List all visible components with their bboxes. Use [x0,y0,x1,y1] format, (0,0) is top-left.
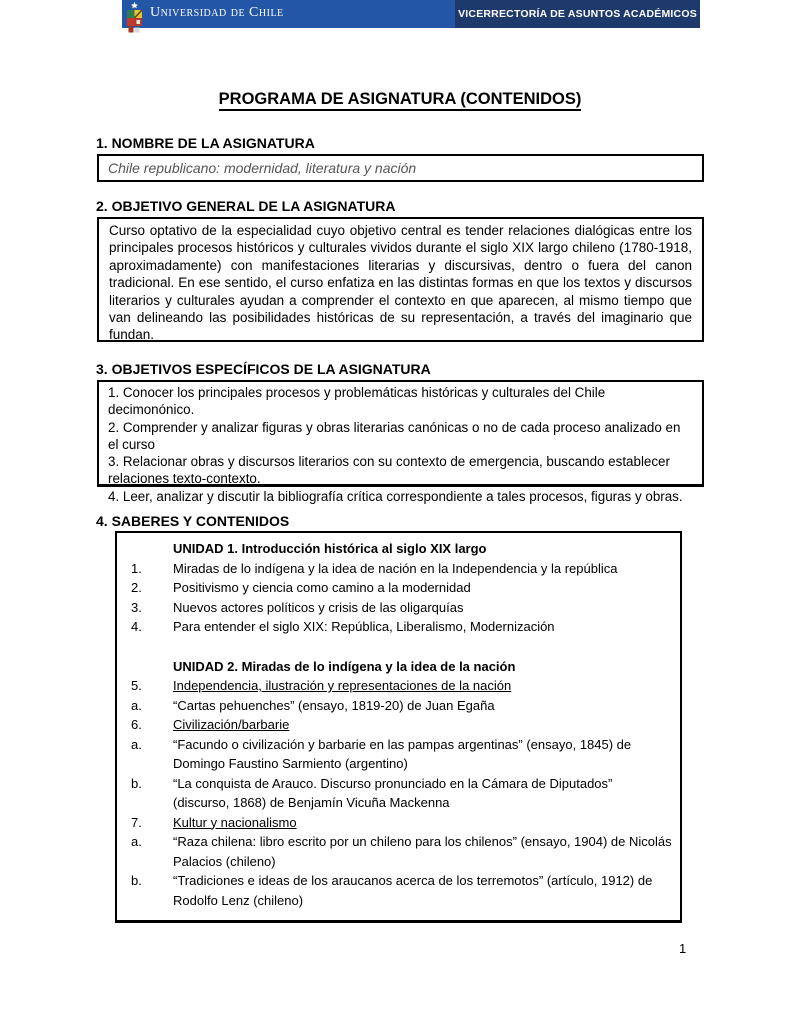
page-number: 1 [679,941,687,956]
page-title: PROGRAMA DE ASIGNATURA (CONTENIDOS) [96,90,704,109]
row-marker: 5. [131,678,142,693]
course-name-box [97,154,704,182]
content-row [131,578,672,598]
row-text: “Cartas pehuenches” (ensayo, 1819-20) de Juan Egaña [173,697,495,713]
content-row [131,813,672,833]
row-text [173,637,672,657]
header-bar [122,0,700,28]
section-heading-objetivo-general: 2. OBJETIVO GENERAL DE LA ASIGNATURA [96,198,396,214]
row-text: “La conquista de Arauco. Discurso pronunciado en la Cámara de Diputados” (discurso, 1868) de Benjamín Vicuña Mackenna [173,775,613,810]
course-name: Chile republicano: modernidad, literatura y nación [108,160,417,176]
content-row [131,539,672,559]
content-row [131,774,672,813]
row-text: “Raza chilena: libro escrito por un chileno para los chilenos” (ensayo, 1904) de Nicolás Palacios (chileno) [173,834,672,869]
row-marker [131,539,173,559]
row-text: Kultur y nacionalismo [173,814,297,830]
row-text: Independencia, ilustración y representaciones de la nación [173,678,512,693]
row-marker: 7. [131,814,142,830]
section-heading-nombre: 1. NOMBRE DE LA ASIGNATURA [96,135,315,151]
row-text: UNIDAD 1. Introducción histórica al siglo XIX largo [173,541,487,556]
content-row [131,559,672,579]
university-name: Universidad de Chile [150,5,284,20]
content-row [131,676,672,696]
row-marker: 1. [131,560,142,576]
row-text: Miradas de lo indígena y la idea de nación en la Independencia y la república [173,560,618,576]
row-marker: b. [131,873,142,888]
content-row [131,637,672,657]
content-row [131,715,672,735]
row-marker: b. [131,775,142,791]
row-text: Positivismo y ciencia como camino a la modernidad [173,580,471,595]
row-marker: 6. [131,717,142,732]
section-heading-objetivos-especificos: 3. OBJETIVOS ESPECÍFICOS DE LA ASIGNATURA [96,361,431,377]
objetivo-general-text: Curso optativo de la especialidad cuyo objetivo central es tender relaciones dialógicas entre los principales procesos históricos y culturales vividos durante el siglo XIX largo chileno (1780-1918, aproximadamente) con manifestaciones literarias y discursivas, dentro o fuera del canon tradicional. En ese sentido, el curso enfatiza en las distintas formas en que los textos y discursos literarios y culturales ayudan a comprender el contexto en que aparecen, al mismo tiempo que van delineando las posibilidades históricas de su representación, a través del imaginario que fundan. [109,223,692,343]
content-row [131,832,672,871]
row-text: “Tradiciones e ideas de los araucanos acerca de los terremotos” (artículo, 1912) de Rodolfo Lenz (chileno) [173,873,653,908]
row-marker: 4. [131,619,142,634]
row-marker: a. [131,697,142,713]
objetivo-especifico-item: 1. Conocer los principales procesos y problemáticas históricas y culturales del Chile decimonónico. [108,385,606,418]
row-marker: 2. [131,580,142,595]
row-marker [131,657,173,677]
objetivo-general-box [97,217,704,342]
objetivos-especificos-box [97,380,704,504]
saberes-contenidos-box [115,531,682,923]
row-marker [131,637,173,657]
row-text: Nuevos actores políticos y crisis de las oligarquías [173,599,464,615]
row-text: UNIDAD 2. Miradas de lo indígena y la idea de la nación [173,658,516,674]
row-marker: 3. [131,599,142,615]
objetivo-especifico-item: 2. Comprender y analizar figuras y obras literarias canónicas o no de cada proceso analizado en el curso [108,419,681,452]
content-row [131,617,672,637]
university-crest-icon [126,2,143,34]
row-text: Civilización/barbarie [173,717,290,732]
row-marker: a. [131,834,142,849]
content-row [131,871,672,910]
row-marker: a. [131,736,142,752]
section-heading-saberes: 4. SABERES Y CONTENIDOS [96,513,290,529]
row-text: Para entender el siglo XIX: República, Liberalismo, Modernización [173,619,555,634]
content-row [131,735,672,774]
objetivo-especifico-item: 3. Relacionar obras y discursos literarios con su contexto de emergencia, buscando establecer relaciones texto-contexto. [108,454,670,487]
vicerrectoria-banner: VICERRECTORÍA DE ASUNTOS ACADÉMICOS [455,0,700,28]
row-text: “Facundo o civilización y barbarie en las pampas argentinas” (ensayo, 1845) de Domingo Faustino Sarmiento (argentino) [173,736,632,771]
content-row [131,657,672,677]
objetivo-especifico-item: 4. Leer, analizar y discutir la bibliografía crítica correspondiente a tales procesos, figuras y obras. [108,488,683,504]
content-row [131,696,672,716]
content-row [131,598,672,618]
